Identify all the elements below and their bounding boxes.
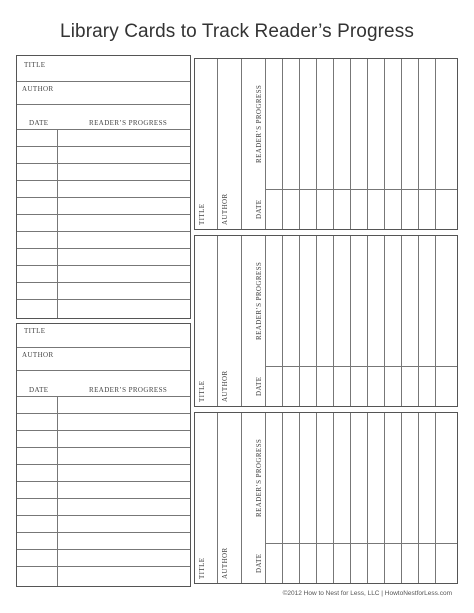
author-line	[241, 413, 242, 583]
row-line	[350, 59, 351, 229]
row-line	[435, 236, 436, 406]
row-line	[17, 231, 190, 232]
date-header: DATE	[255, 199, 263, 219]
author-label: AUTHOR	[221, 370, 229, 402]
row-line	[17, 413, 190, 414]
row-line	[17, 447, 190, 448]
header-line	[265, 413, 266, 583]
page-title: Library Cards to Track Reader’s Progress	[60, 21, 414, 42]
row-line	[401, 59, 402, 229]
row-line	[367, 59, 368, 229]
header-line	[17, 129, 190, 130]
date-header: DATE	[29, 386, 49, 394]
row-line	[299, 59, 300, 229]
title-label: TITLE	[24, 327, 46, 335]
row-line	[299, 413, 300, 583]
row-line	[17, 430, 190, 431]
progress-header: READER’S PROGRESS	[255, 261, 263, 340]
title-label: TITLE	[198, 203, 206, 225]
row-line	[316, 59, 317, 229]
date-column-divider	[57, 396, 58, 586]
row-line	[316, 413, 317, 583]
row-line	[435, 59, 436, 229]
date-header: DATE	[29, 119, 49, 127]
row-line	[17, 163, 190, 164]
row-line	[17, 214, 190, 215]
row-line	[367, 236, 368, 406]
row-line	[333, 59, 334, 229]
row-line	[17, 299, 190, 300]
title-label: TITLE	[198, 557, 206, 579]
row-line	[17, 481, 190, 482]
row-line	[282, 59, 283, 229]
row-line	[17, 549, 190, 550]
date-header: DATE	[255, 553, 263, 573]
row-line	[350, 236, 351, 406]
row-line	[384, 236, 385, 406]
progress-header: READER’S PROGRESS	[89, 386, 168, 394]
row-line	[384, 59, 385, 229]
library-card-right-1	[194, 58, 458, 230]
date-column-divider	[265, 543, 457, 544]
row-line	[350, 413, 351, 583]
author-label: AUTHOR	[22, 85, 54, 93]
author-label: AUTHOR	[22, 351, 54, 359]
row-line	[333, 413, 334, 583]
row-line	[17, 515, 190, 516]
author-label: AUTHOR	[221, 193, 229, 225]
row-line	[316, 236, 317, 406]
row-line	[418, 236, 419, 406]
row-line	[17, 282, 190, 283]
author-line	[241, 236, 242, 406]
title-line	[217, 59, 218, 229]
title-line	[17, 81, 190, 82]
author-line	[17, 370, 190, 371]
date-column-divider	[57, 129, 58, 318]
library-card-right-2	[194, 235, 458, 407]
row-line	[17, 197, 190, 198]
progress-header: READER’S PROGRESS	[255, 438, 263, 517]
row-line	[282, 236, 283, 406]
row-line	[401, 413, 402, 583]
header-line	[17, 396, 190, 397]
progress-header: READER’S PROGRESS	[255, 84, 263, 163]
row-line	[384, 413, 385, 583]
row-line	[418, 59, 419, 229]
title-line	[217, 413, 218, 583]
row-line	[418, 413, 419, 583]
header-line	[265, 236, 266, 406]
date-column-divider	[265, 366, 457, 367]
row-line	[17, 532, 190, 533]
row-line	[333, 236, 334, 406]
title-line	[17, 347, 190, 348]
header-line	[265, 59, 266, 229]
library-card-right-3	[194, 412, 458, 584]
date-column-divider	[265, 189, 457, 190]
row-line	[17, 146, 190, 147]
row-line	[282, 413, 283, 583]
row-line	[435, 413, 436, 583]
row-line	[401, 236, 402, 406]
row-line	[17, 566, 190, 567]
author-line	[241, 59, 242, 229]
row-line	[17, 498, 190, 499]
copyright-footer: ©2012 How to Nest for Less, LLC | HowtoNestforLess.com	[282, 590, 452, 597]
row-line	[17, 248, 190, 249]
title-label: TITLE	[198, 380, 206, 402]
title-label: TITLE	[24, 61, 46, 69]
date-header: DATE	[255, 376, 263, 396]
row-line	[367, 413, 368, 583]
author-line	[17, 104, 190, 105]
library-card-left-2	[16, 323, 191, 587]
row-line	[17, 265, 190, 266]
library-card-left-1	[16, 55, 191, 319]
row-line	[17, 180, 190, 181]
author-label: AUTHOR	[221, 547, 229, 579]
row-line	[299, 236, 300, 406]
title-line	[217, 236, 218, 406]
row-line	[17, 464, 190, 465]
progress-header: READER’S PROGRESS	[89, 119, 168, 127]
